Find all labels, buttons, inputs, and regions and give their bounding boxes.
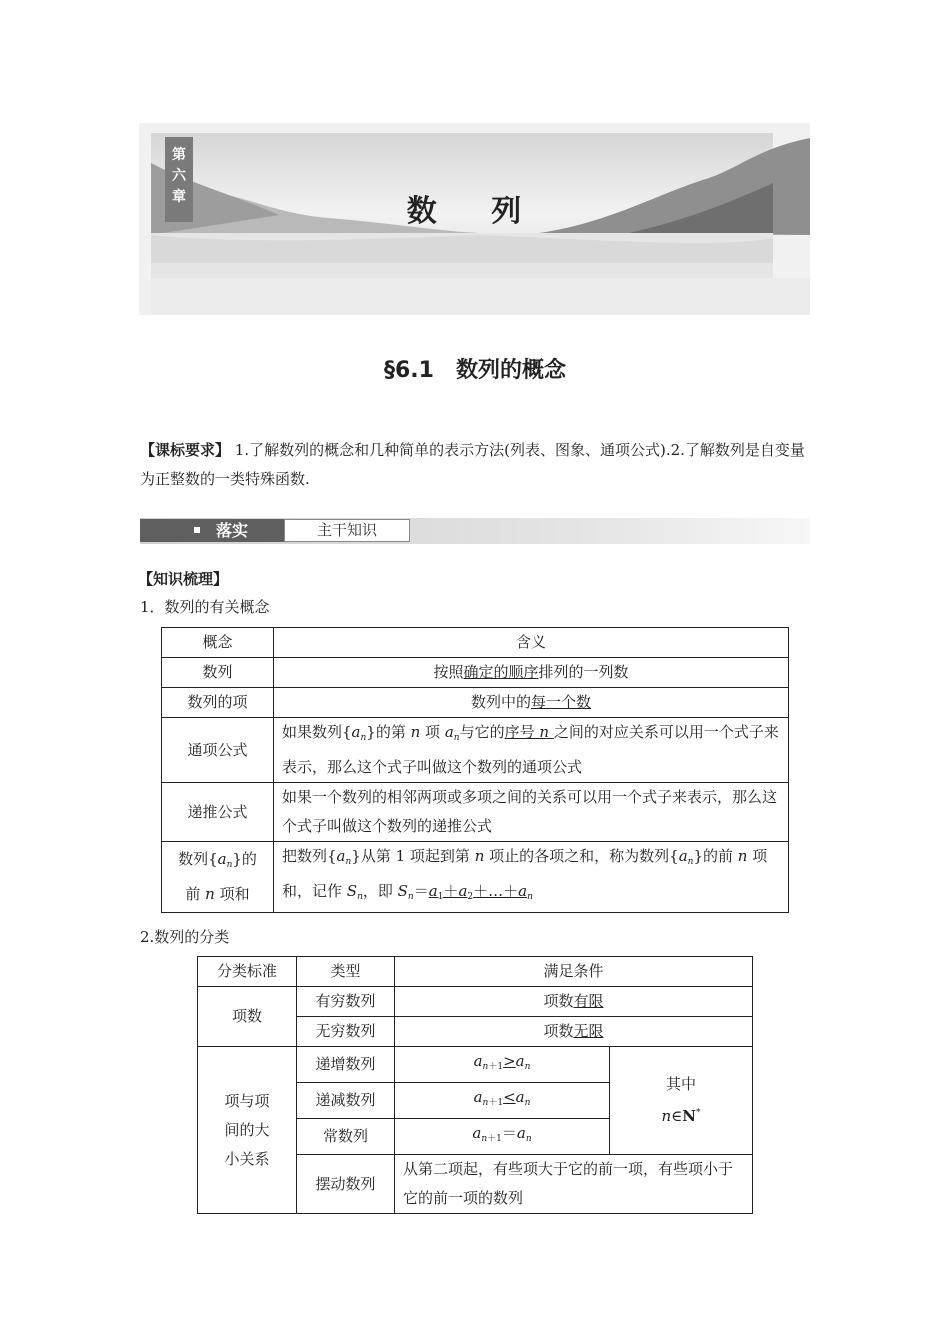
table-cell: 数列$\{a_n\}$的 前 n 项和 xyxy=(162,842,274,913)
table-row xyxy=(198,987,753,1017)
table-cell: 按照确定的顺序排列的一列数 xyxy=(274,658,789,688)
square-bullet-icon xyxy=(194,527,200,533)
table-cell: $a_{n+1}=a_n$ xyxy=(395,1119,610,1155)
table-cell: 项数有限 xyxy=(395,987,753,1017)
table-cell: 摆动数列 xyxy=(297,1155,395,1214)
table-cell: 项数无限 xyxy=(395,1017,753,1047)
table-header: 含义 xyxy=(274,628,789,658)
table-cell: 有穷数列 xyxy=(297,987,395,1017)
requirements-label: 【课标要求】 xyxy=(140,441,231,459)
table-row xyxy=(162,783,789,842)
chapter-title: 数 列 xyxy=(406,194,544,229)
table-cell: $a_{n+1}<a_n$ xyxy=(395,1083,610,1119)
table-header: 类型 xyxy=(297,957,395,987)
knowledge-heading: 【知识梳理】 xyxy=(138,570,229,588)
requirements-text: 1.了解数列的概念和几种简单的表示方法(列表、图象、通项公式).2.了解数列是自变量为正整数的一类特殊函数. xyxy=(140,441,805,488)
item2-title: 2.数列的分类 xyxy=(140,928,230,946)
section-bar-left-label: 落实 xyxy=(216,521,249,540)
table-header: 分类标准 xyxy=(198,957,297,987)
table-cell: 递减数列 xyxy=(297,1083,395,1119)
table-row xyxy=(162,658,789,688)
curriculum-requirements xyxy=(140,436,812,494)
table-cell: 无穷数列 xyxy=(297,1017,395,1047)
table-row xyxy=(162,842,789,913)
table-cell: 项数 xyxy=(198,987,297,1047)
table-header: 满足条件 xyxy=(395,957,753,987)
section-bar-right: 主干知识 xyxy=(284,519,410,542)
table-header: 概念 xyxy=(162,628,274,658)
table-cell: 从第二项起，有些项大于它的前一项，有些项小于它的前一项的数列 xyxy=(395,1155,753,1214)
table-cell: 项与项间的大小关系 xyxy=(198,1047,297,1214)
table-cell: 如果数列$\{a_n\}$的第 n 项 $a_n$与它的序号 n 之间的对应关系可以用一个式子来表示，那么这个式子叫做这个数列的通项公式 xyxy=(274,718,789,783)
item1-title: 1．数列的有关概念 xyxy=(140,598,270,616)
table-cell: 通项公式 xyxy=(162,718,274,783)
table-cell: 常数列 xyxy=(297,1119,395,1155)
section-bar-left xyxy=(140,519,284,542)
table-row xyxy=(162,688,789,718)
table-cell: 把数列$\{a_n\}$从第 1 项起到第 n 项止的各项之和，称为数列$\{a_n\}$的前 n 项和，记作 $S_n$，即 $S_n=a_1+a_2+\dots+a_n$ xyxy=(274,842,789,913)
table-cell: 递增数列 xyxy=(297,1047,395,1083)
table-cell: 数列中的每一个数 xyxy=(274,688,789,718)
table-cell: 如果一个数列的相邻两项或多项之间的关系可以用一个式子来表示，那么这个式子叫做这个数列的递推公式 xyxy=(274,783,789,842)
table-row xyxy=(162,628,789,658)
section-title: §6.1 数列的概念 xyxy=(384,358,566,383)
table-cell: $a_{n+1}>a_n$ xyxy=(395,1047,610,1083)
table-row xyxy=(198,1047,753,1083)
table-cell: 数列的项 xyxy=(162,688,274,718)
table-cell: 数列 xyxy=(162,658,274,688)
concept-table xyxy=(161,627,789,913)
table-row xyxy=(198,957,753,987)
table-row xyxy=(162,718,789,783)
chapter-tag-char: 第 xyxy=(172,147,186,163)
classification-table xyxy=(197,956,753,1214)
chapter-tag-char: 六 xyxy=(172,168,186,184)
chapter-tag-char: 章 xyxy=(172,189,186,205)
table-cell: 其中 n∈N* xyxy=(610,1047,753,1155)
table-cell: 递推公式 xyxy=(162,783,274,842)
